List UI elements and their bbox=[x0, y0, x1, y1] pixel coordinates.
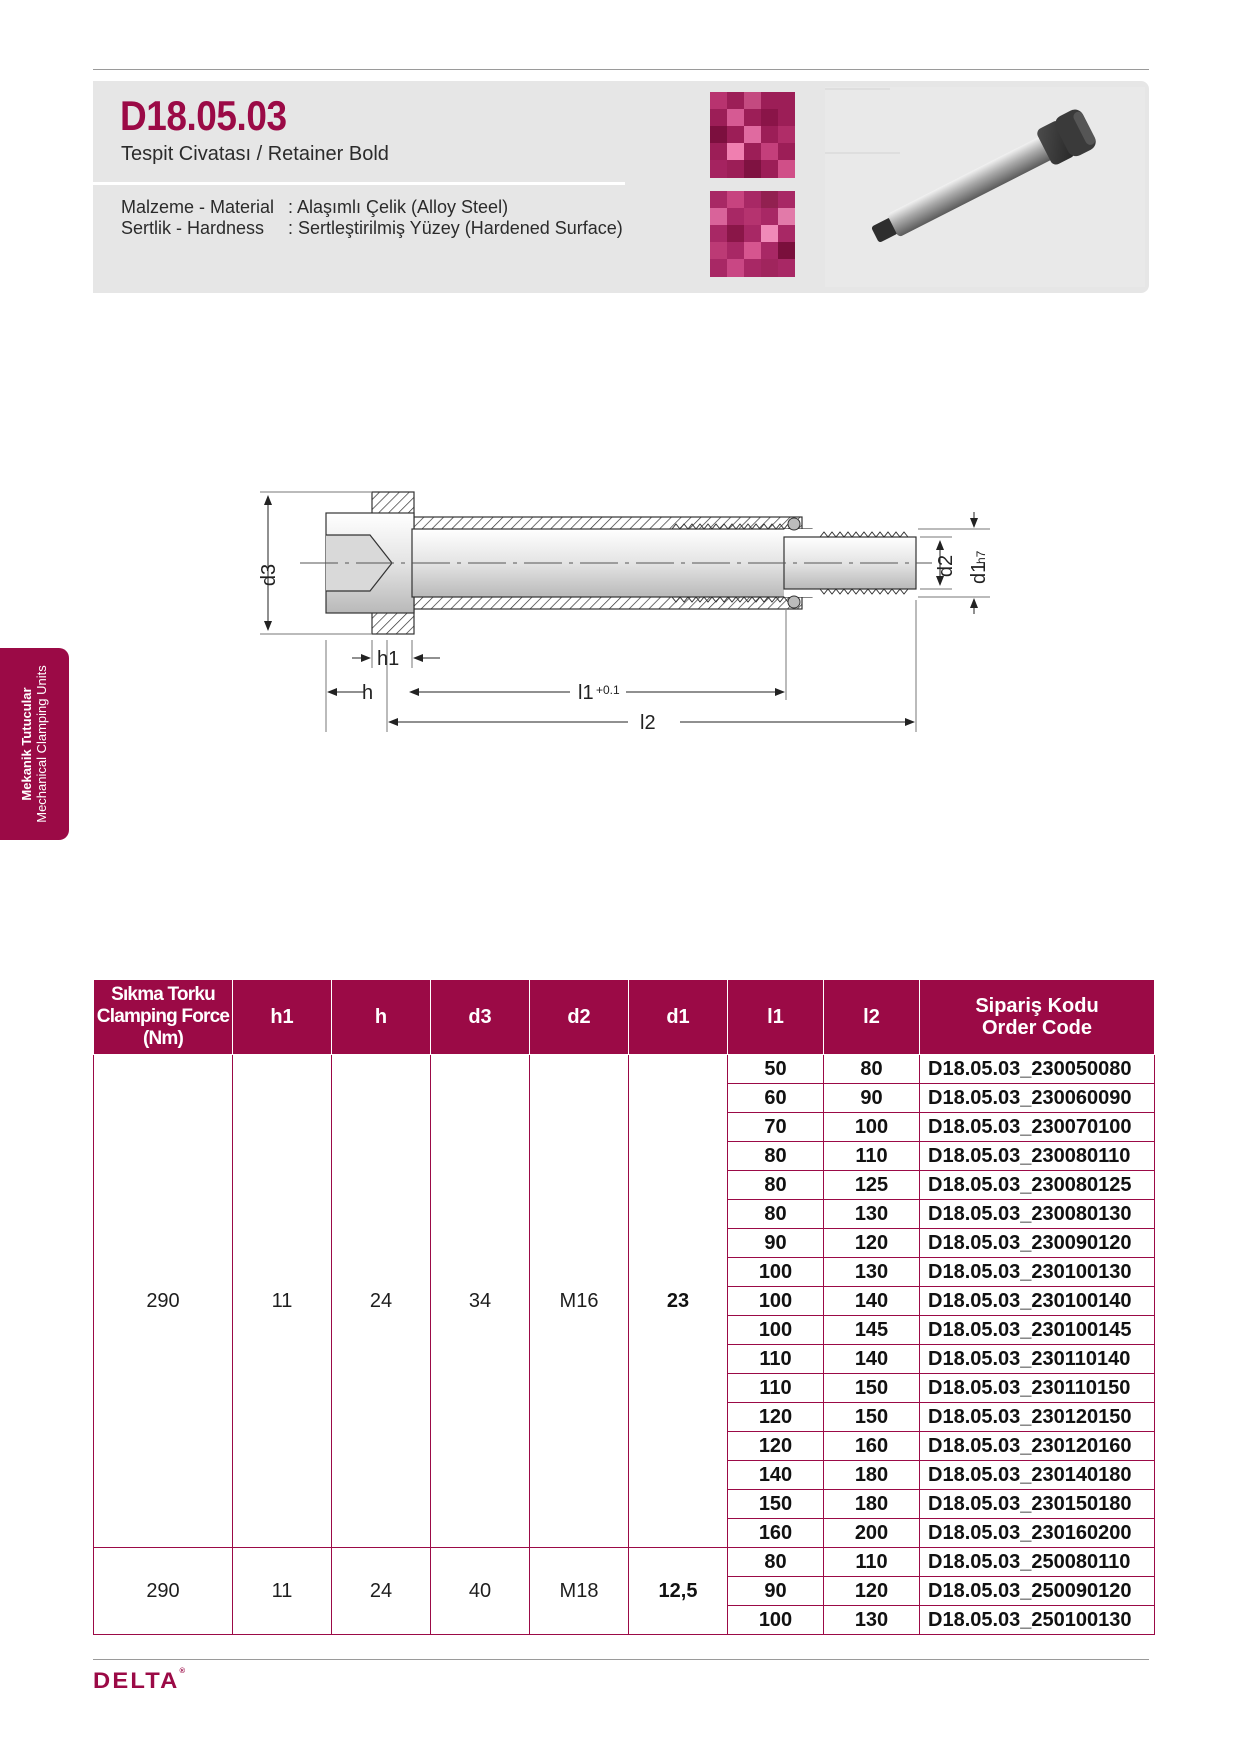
label-l1-tolerance: +0.1 bbox=[596, 683, 620, 697]
technical-drawing bbox=[0, 0, 1241, 760]
cell-l2: 200 bbox=[824, 1519, 920, 1548]
label-h: h bbox=[362, 682, 374, 704]
col-header-d1: d1 bbox=[629, 980, 728, 1055]
cell-h1: 11 bbox=[233, 1055, 332, 1548]
cell-l2: 90 bbox=[824, 1084, 920, 1113]
label-l1: l1 bbox=[578, 682, 594, 704]
cell-order-code: D18.05.03_230080110 bbox=[920, 1142, 1155, 1171]
bottom-rule bbox=[93, 1659, 1149, 1660]
cell-order-code: D18.05.03_230080125 bbox=[920, 1171, 1155, 1200]
cell-order-code: D18.05.03_250080110 bbox=[920, 1548, 1155, 1577]
cell-order-code: D18.05.03_230160200 bbox=[920, 1519, 1155, 1548]
cell-torque: 290 bbox=[94, 1055, 233, 1548]
cell-h: 24 bbox=[332, 1055, 431, 1548]
cell-d2: M16 bbox=[530, 1055, 629, 1548]
cell-order-code: D18.05.03_250090120 bbox=[920, 1577, 1155, 1606]
cell-l2: 120 bbox=[824, 1229, 920, 1258]
table-row bbox=[94, 1055, 1155, 1084]
cell-l1: 80 bbox=[728, 1171, 824, 1200]
cell-l1: 50 bbox=[728, 1055, 824, 1084]
label-d3: d3 bbox=[258, 563, 280, 587]
cell-order-code: D18.05.03_230120160 bbox=[920, 1432, 1155, 1461]
cell-order-code: D18.05.03_230120150 bbox=[920, 1403, 1155, 1432]
cell-l1: 80 bbox=[728, 1142, 824, 1171]
table-header-row bbox=[94, 980, 1155, 1055]
cell-order-code: D18.05.03_230100145 bbox=[920, 1316, 1155, 1345]
cell-d3: 40 bbox=[431, 1548, 530, 1635]
cell-l1: 150 bbox=[728, 1490, 824, 1519]
cell-l1: 90 bbox=[728, 1229, 824, 1258]
cell-order-code: D18.05.03_250100130 bbox=[920, 1606, 1155, 1635]
cell-d1: 12,5 bbox=[629, 1548, 728, 1635]
cell-torque: 290 bbox=[94, 1548, 233, 1635]
col-header-torque: Sıkma Torku Clamping Force (Nm) bbox=[94, 980, 233, 1055]
cell-order-code: D18.05.03_230070100 bbox=[920, 1113, 1155, 1142]
cell-l1: 120 bbox=[728, 1403, 824, 1432]
table-body bbox=[94, 1055, 1155, 1635]
cell-d1: 23 bbox=[629, 1055, 728, 1548]
table-row bbox=[94, 1548, 1155, 1577]
cell-l1: 80 bbox=[728, 1548, 824, 1577]
cell-order-code: D18.05.03_230100130 bbox=[920, 1258, 1155, 1287]
cell-l2: 145 bbox=[824, 1316, 920, 1345]
spec-key: Malzeme - Material bbox=[121, 197, 275, 217]
col-header-h1: h1 bbox=[233, 980, 332, 1055]
cell-l1: 80 bbox=[728, 1200, 824, 1229]
cell-l2: 180 bbox=[824, 1490, 920, 1519]
cell-l1: 160 bbox=[728, 1519, 824, 1548]
label-d1-tolerance: h7 bbox=[974, 550, 988, 564]
cell-l2: 140 bbox=[824, 1287, 920, 1316]
cell-l1: 110 bbox=[728, 1374, 824, 1403]
cell-l2: 150 bbox=[824, 1403, 920, 1432]
col-header-h: h bbox=[332, 980, 431, 1055]
cell-order-code: D18.05.03_230050080 bbox=[920, 1055, 1155, 1084]
cell-d3: 34 bbox=[431, 1055, 530, 1548]
label-l2: l2 bbox=[640, 712, 656, 734]
side-tab-title: Mekanik Tutucular bbox=[19, 687, 34, 801]
col-header-d3: d3 bbox=[431, 980, 530, 1055]
cell-l2: 100 bbox=[824, 1113, 920, 1142]
product-code-title: D18.05.03 bbox=[120, 92, 287, 139]
cell-h1: 11 bbox=[233, 1548, 332, 1635]
col-header-l1: l1 bbox=[728, 980, 824, 1055]
category-side-tab bbox=[0, 648, 69, 840]
side-tab-subtitle: Mechanical Clamping Units bbox=[34, 665, 49, 823]
col-header-order-code: Sipariş Kodu Order Code bbox=[920, 980, 1155, 1055]
cell-l2: 80 bbox=[824, 1055, 920, 1084]
cell-l2: 125 bbox=[824, 1171, 920, 1200]
spec-value: : Sertleştirilmiş Yüzey (Hardened Surface) bbox=[288, 218, 623, 238]
cell-l2: 150 bbox=[824, 1374, 920, 1403]
col-header-l2: l2 bbox=[824, 980, 920, 1055]
cell-order-code: D18.05.03_230090120 bbox=[920, 1229, 1155, 1258]
cell-d2: M18 bbox=[530, 1548, 629, 1635]
cell-l2: 180 bbox=[824, 1461, 920, 1490]
cell-l2: 130 bbox=[824, 1200, 920, 1229]
col-header-d2: d2 bbox=[530, 980, 629, 1055]
product-subtitle: Tespit Civatası / Retainer Bold bbox=[121, 143, 389, 165]
cell-l1: 120 bbox=[728, 1432, 824, 1461]
cell-l1: 100 bbox=[728, 1606, 824, 1635]
cell-l2: 110 bbox=[824, 1142, 920, 1171]
label-h1: h1 bbox=[377, 648, 400, 670]
cell-order-code: D18.05.03_230150180 bbox=[920, 1490, 1155, 1519]
cell-l2: 130 bbox=[824, 1258, 920, 1287]
cell-order-code: D18.05.03_230060090 bbox=[920, 1084, 1155, 1113]
cell-l1: 140 bbox=[728, 1461, 824, 1490]
specification-table bbox=[93, 979, 1155, 1635]
cell-order-code: D18.05.03_230080130 bbox=[920, 1200, 1155, 1229]
spec-key: Sertlik - Hardness bbox=[121, 218, 265, 238]
label-d2: d2 bbox=[935, 554, 957, 578]
cell-h: 24 bbox=[332, 1548, 431, 1635]
cell-order-code: D18.05.03_230110150 bbox=[920, 1374, 1155, 1403]
cell-l1: 100 bbox=[728, 1316, 824, 1345]
cell-l1: 70 bbox=[728, 1113, 824, 1142]
cell-l2: 120 bbox=[824, 1577, 920, 1606]
delta-logo: DELTA® bbox=[93, 1668, 186, 1693]
cell-l1: 100 bbox=[728, 1258, 824, 1287]
bolt-section-view bbox=[300, 492, 932, 634]
cell-l2: 110 bbox=[824, 1548, 920, 1577]
cell-l2: 140 bbox=[824, 1345, 920, 1374]
cell-l1: 90 bbox=[728, 1577, 824, 1606]
cell-order-code: D18.05.03_230110140 bbox=[920, 1345, 1155, 1374]
cell-order-code: D18.05.03_230100140 bbox=[920, 1287, 1155, 1316]
cell-l2: 160 bbox=[824, 1432, 920, 1461]
cell-l2: 130 bbox=[824, 1606, 920, 1635]
label-d1: d1 bbox=[968, 561, 990, 584]
cell-l1: 60 bbox=[728, 1084, 824, 1113]
cell-l1: 110 bbox=[728, 1345, 824, 1374]
spec-value: : Alaşımlı Çelik (Alloy Steel) bbox=[288, 197, 509, 217]
cell-order-code: D18.05.03_230140180 bbox=[920, 1461, 1155, 1490]
cell-l1: 100 bbox=[728, 1287, 824, 1316]
